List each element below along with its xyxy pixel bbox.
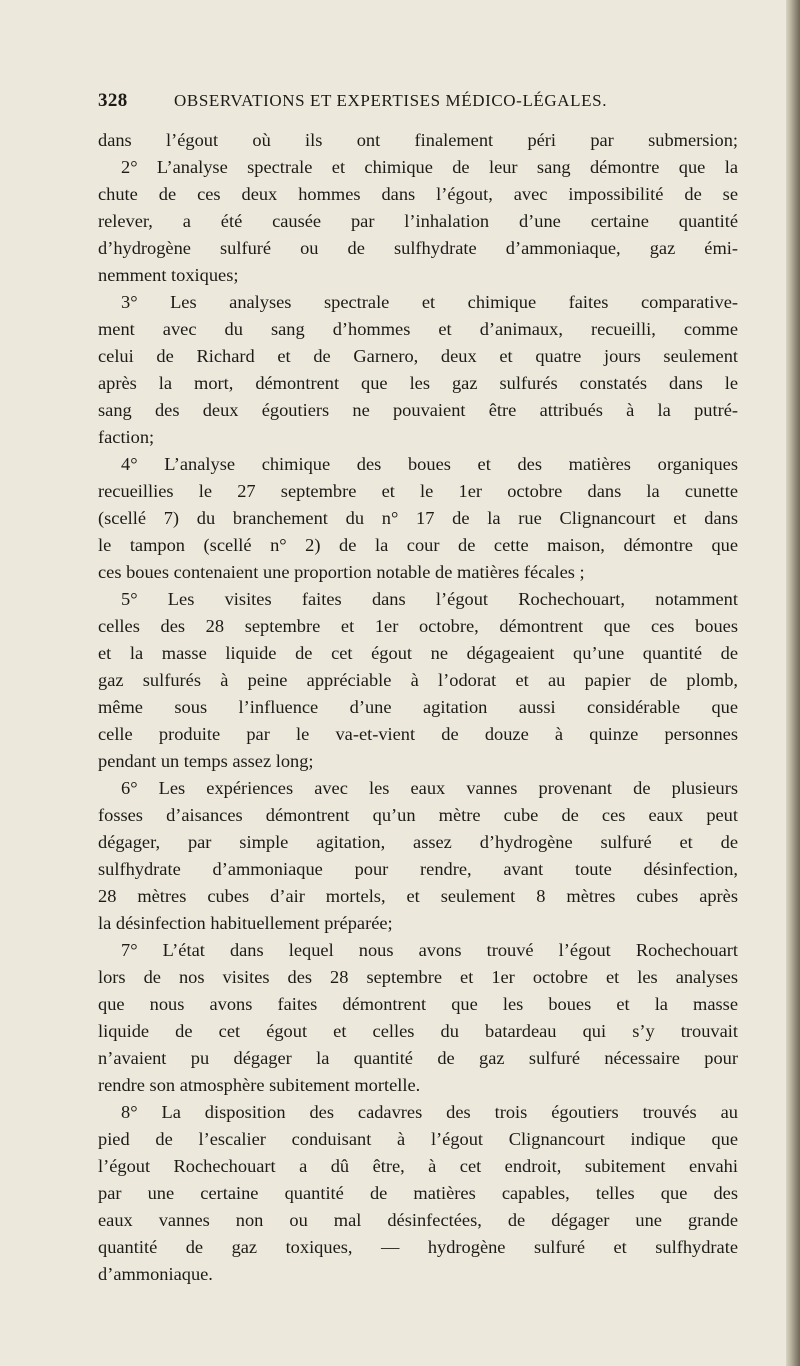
text-line: celui de Richard et de Garnero, deux et quatre jours seulement [98, 346, 738, 366]
running-title: OBSERVATIONS ET EXPERTISES MÉDICO-LÉGALES. [174, 91, 608, 110]
text-line: quantité de gaz toxiques, — hydrogène sulfuré et sulfhydrate [98, 1237, 738, 1257]
text-line: par une certaine quantité de matières capables, telles que des [98, 1183, 738, 1203]
text-line: n’avaient pu dégager la quantité de gaz sulfuré nécessaire pour [98, 1048, 738, 1068]
text-line: même sous l’influence d’une agitation aussi considérable que [98, 697, 738, 717]
text-line: faction; [98, 427, 155, 447]
text-line: et la masse liquide de cet égout ne dégageaient qu’une quantité de [98, 643, 738, 663]
text-line: dans l’égout où ils ont finalement péri par submersion; [98, 130, 738, 150]
text-line: nemment toxiques; [98, 265, 239, 285]
text-line: 3° Les analyses spectrale et chimique faites comparative- [121, 292, 738, 312]
text-line: rendre son atmosphère subitement mortelle. [98, 1075, 421, 1095]
text-line: d’hydrogène sulfuré ou de sulfhydrate d’ammoniaque, gaz émi- [98, 238, 738, 258]
text-line: relever, a été causée par l’inhalation d’une certaine quantité [98, 211, 738, 231]
text-line: d’ammoniaque. [98, 1264, 213, 1284]
text-line: sang des deux égoutiers ne pouvaient être attribués à la putré- [98, 400, 738, 420]
text-line: lors de nos visites des 28 septembre et 1er octobre et les analyses [98, 967, 738, 987]
text-line: gaz sulfurés à peine appréciable à l’odorat et au papier de plomb, [98, 670, 738, 690]
page-header [98, 90, 738, 114]
text-line: liquide de cet égout et celles du batardeau qui s’y trouvait [98, 1021, 738, 1041]
text-line: 5° Les visites faites dans l’égout Rochechouart, notamment [121, 589, 738, 609]
text-line: 6° Les expériences avec les eaux vannes provenant de plusieurs [121, 778, 738, 798]
text-line: chute de ces deux hommes dans l’égout, avec impossibilité de se [98, 184, 738, 204]
text-line: pied de l’escalier conduisant à l’égout Clignancourt indique que [98, 1129, 738, 1149]
text-line: dégager, par simple agitation, assez d’hydrogène sulfuré et de [98, 832, 738, 852]
page-number: 328 [98, 90, 128, 111]
text-line: 2° L’analyse spectrale et chimique de leur sang démontre que la [121, 157, 738, 177]
text-line: recueillies le 27 septembre et le 1er octobre dans la cunette [98, 481, 738, 501]
text-line: celles des 28 septembre et 1er octobre, démontrent que ces boues [98, 616, 738, 636]
text-line: pendant un temps assez long; [98, 751, 314, 771]
text-line: ment avec du sang d’hommes et d’animaux, recueilli, comme [98, 319, 738, 339]
text-line: ces boues contenaient une proportion notable de matières fécales ; [98, 562, 585, 582]
text-line: l’égout Rochechouart a dû être, à cet endroit, subitement envahi [98, 1156, 738, 1176]
body-text [98, 127, 738, 1288]
text-line: celle produite par le va-et-vient de douze à quinze personnes [98, 724, 738, 744]
text-line: sulfhydrate d’ammoniaque pour rendre, avant toute désinfection, [98, 859, 738, 879]
text-line: (scellé 7) du branchement du n° 17 de la rue Clignancourt et dans [98, 508, 738, 528]
text-line: fosses d’aisances démontrent qu’un mètre cube de ces eaux peut [98, 805, 738, 825]
text-line: 4° L’analyse chimique des boues et des matières organiques [121, 454, 738, 474]
page-edge [786, 0, 800, 1366]
text-line: eaux vannes non ou mal désinfectées, de dégager une grande [98, 1210, 738, 1230]
text-line: que nous avons faites démontrent que les boues et la masse [98, 994, 738, 1014]
text-line: 8° La disposition des cadavres des trois égoutiers trouvés au [121, 1102, 738, 1122]
text-line: après la mort, démontrent que les gaz sulfurés constatés dans le [98, 373, 738, 393]
text-line: 28 mètres cubes d’air mortels, et seulement 8 mètres cubes après [98, 886, 738, 906]
text-line: 7° L’état dans lequel nous avons trouvé l’égout Rochechouart [121, 940, 738, 960]
text-line: la désinfection habituellement préparée; [98, 913, 393, 933]
text-line: le tampon (scellé n° 2) de la cour de cette maison, démontre que [98, 535, 738, 555]
